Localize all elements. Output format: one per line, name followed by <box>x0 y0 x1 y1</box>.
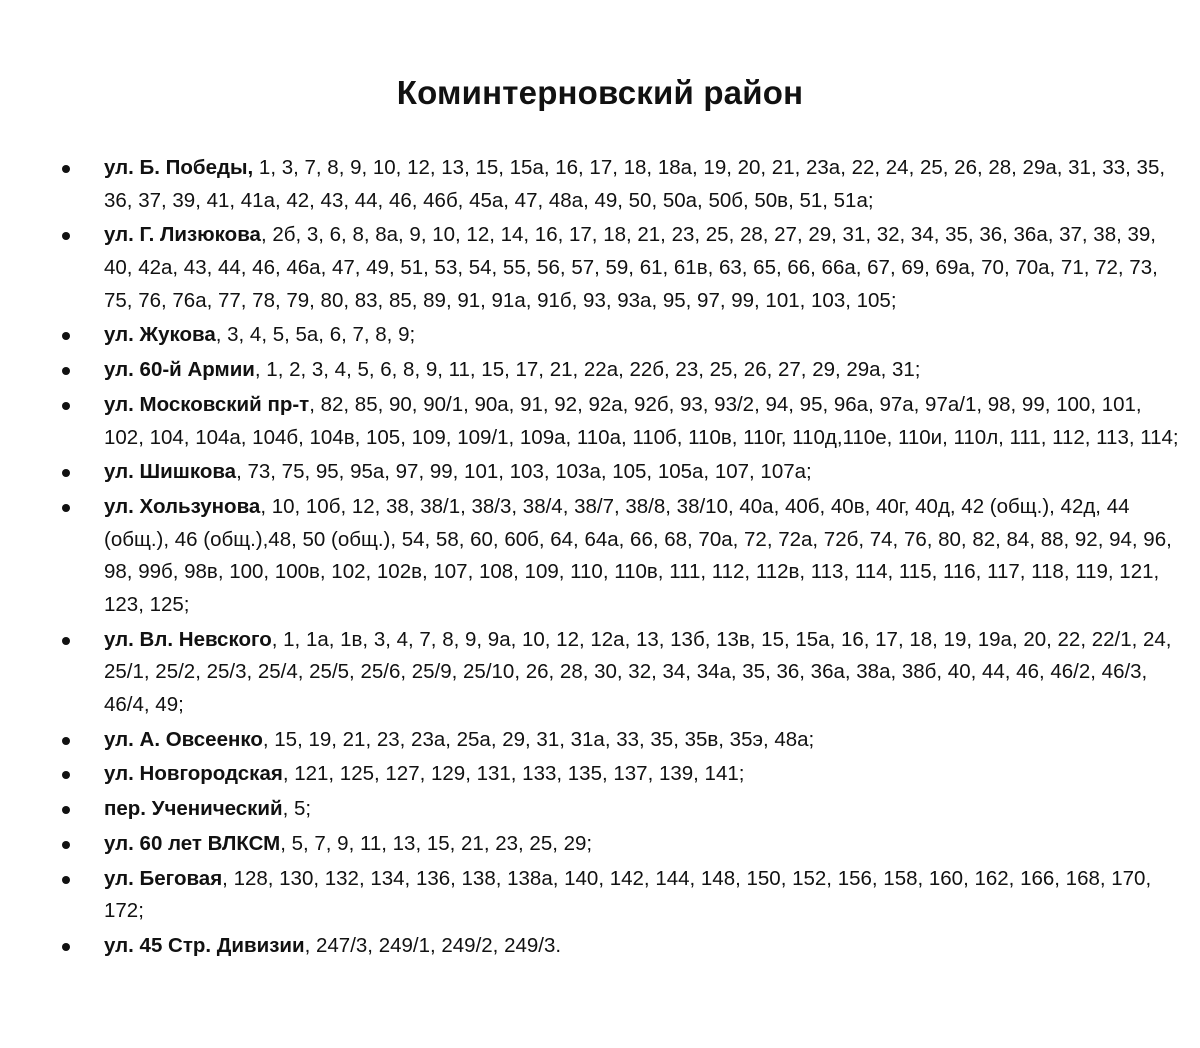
bullet-icon <box>62 637 70 645</box>
street-name: ул. Вл. Невского <box>104 627 272 651</box>
house-numbers: , 5; <box>282 797 312 821</box>
street-name: ул. Новгородская <box>104 762 283 786</box>
bullet-icon <box>62 841 70 849</box>
street-name: ул. Беговая <box>104 866 223 890</box>
street-item <box>58 389 1183 454</box>
bullet-icon <box>62 469 70 477</box>
bullet-icon <box>62 737 70 745</box>
street-item <box>58 152 1183 217</box>
street-item <box>58 863 1183 928</box>
street-item <box>58 354 1183 387</box>
house-numbers: , 247/3, 249/1, 249/2, 249/3. <box>304 934 562 958</box>
bullet-icon <box>62 332 70 340</box>
house-numbers: , 1, 2, 3, 4, 5, 6, 8, 9, 11, 15, 17, 21, 22а, 22б, 23, 25, 26, 27, 29, 29а, 31; <box>254 358 921 382</box>
bullet-icon <box>62 402 70 410</box>
street-name: ул. Московский пр-т <box>104 392 310 416</box>
street-item <box>58 456 1183 489</box>
street-name: ул. Шишкова <box>104 460 237 484</box>
house-numbers: , 3, 4, 5, 5а, 6, 7, 8, 9; <box>215 323 416 347</box>
house-numbers: , 15, 19, 21, 23, 23а, 25а, 29, 31, 31а, 33, 35, 35в, 35э, 48а; <box>262 727 815 751</box>
street-item <box>58 724 1183 757</box>
street-name: пер. Ученический <box>104 797 283 821</box>
bullet-icon <box>62 771 70 779</box>
house-numbers: , 2б, 3, 6, 8, 8а, 9, 10, 12, 14, 16, 17, 18, 21, 23, 25, 28, 27, 29, 31, 32, 34, 35, 36, 36а, 37, 38, 39, 40, 42а, 43, 44, 46, 46а, 47, 49, 51, 53, 54, 55, 56, 57, 59, 61, 61в, 63, 65, 66, 66а, 67, 69, 69а, 70, 70а, 71, 72, 73, 75, 76, 76а, 77, 78, 79, 80, 83, 85, 89, 91, 91а, 91б, 93, 93а, 95, 97, 99, 101, 103, 105; <box>104 223 1158 312</box>
house-numbers: , 5, 7, 9, 11, 13, 15, 21, 23, 25, 29; <box>280 831 593 855</box>
bullet-icon <box>62 367 70 375</box>
house-numbers: , 128, 130, 132, 134, 136, 138, 138а, 140, 142, 144, 148, 150, 152, 156, 158, 160, 162, 166, 168, 170, 172; <box>104 866 1152 923</box>
street-item <box>58 793 1183 826</box>
street-name: ул. Жукова <box>104 323 216 347</box>
house-numbers: , 10, 10б, 12, 38, 38/1, 38/3, 38/4, 38/7, 38/8, 38/10, 40а, 40б, 40в, 40г, 40д, 42 (общ.), 42д, 44 (общ.), 46 (общ.),48, 50 (общ.), 54, 58, 60, 60б, 64, 64а, 66, 68, 70а, 72, 72а, 72б, 74, 76, 80, 82, 84, 88, 92, 94, 96, 98, 99б, 98в, 100, 100в, 102, 102в, 107, 108, 109, 110, 110в, 111, 112, 112в, 113, 114, 115, 116, 117, 118, 119, 121, 123, 125; <box>104 495 1172 616</box>
street-name: ул. Хользунова <box>104 495 261 519</box>
street-name: ул. Г. Лизюкова <box>104 223 261 247</box>
house-numbers: , 82, 85, 90, 90/1, 90а, 91, 92, 92а, 92б, 93, 93/2, 94, 95, 96а, 97а, 97а/1, 98, 99, 100, 101, 102, 104, 104а, 104б, 104в, 105, 109, 109/1, 109а, 110а, 110б, 110в, 110г, 110д,110е, 110и, 110л, 111, 112, 113, 114; <box>104 392 1179 449</box>
street-item <box>58 930 1183 963</box>
street-item <box>58 758 1183 791</box>
page-title: Коминтерновский район <box>396 74 804 111</box>
bullet-icon <box>62 943 70 951</box>
street-list <box>58 152 1183 965</box>
bullet-icon <box>62 876 70 884</box>
house-numbers: , 121, 125, 127, 129, 131, 133, 135, 137, 139, 141; <box>282 762 745 786</box>
street-item <box>58 319 1183 352</box>
street-name: ул. Б. Победы, <box>104 156 254 179</box>
bullet-icon <box>62 232 70 240</box>
street-name: ул. А. Овсеенко <box>104 727 263 751</box>
bullet-icon <box>62 806 70 814</box>
street-name: ул. 60 лет ВЛКСМ <box>104 831 281 855</box>
house-numbers: 1, 3, 7, 8, 9, 10, 12, 13, 15, 15а, 16, 17, 18, 18а, 19, 20, 21, 23а, 22, 24, 25, 26, 28, 29а, 31, 33, 35, 36, 37, 39, 41, 41а, 42, 43, 44, 46, 46б, 45а, 47, 48а, 49, 50, 50а, 50б, 50в, 51, 51а; <box>104 156 1166 212</box>
street-name: ул. 45 Стр. Дивизии <box>104 934 305 958</box>
house-numbers: , 1, 1а, 1в, 3, 4, 7, 8, 9, 9а, 10, 12, 12а, 13, 13б, 13в, 15, 15а, 16, 17, 18, 19, 19а, 20, 22, 22/1, 24, 25/1, 25/2, 25/3, 25/4, 25/5, 25/6, 25/9, 25/10, 26, 28, 30, 32, 34, 34а, 35, 36, 36а, 38а, 38б, 40, 44, 46, 46/2, 46/3, 46/4, 49; <box>104 627 1172 716</box>
bullet-icon <box>62 504 70 512</box>
house-numbers: , 73, 75, 95, 95а, 97, 99, 101, 103, 103а, 105, 105а, 107, 107а; <box>236 460 812 484</box>
street-name: ул. 60-й Армии <box>104 358 255 382</box>
street-item <box>58 624 1183 722</box>
street-item <box>58 828 1183 861</box>
street-item <box>58 219 1183 317</box>
street-item <box>58 491 1183 621</box>
bullet-icon <box>62 165 70 173</box>
